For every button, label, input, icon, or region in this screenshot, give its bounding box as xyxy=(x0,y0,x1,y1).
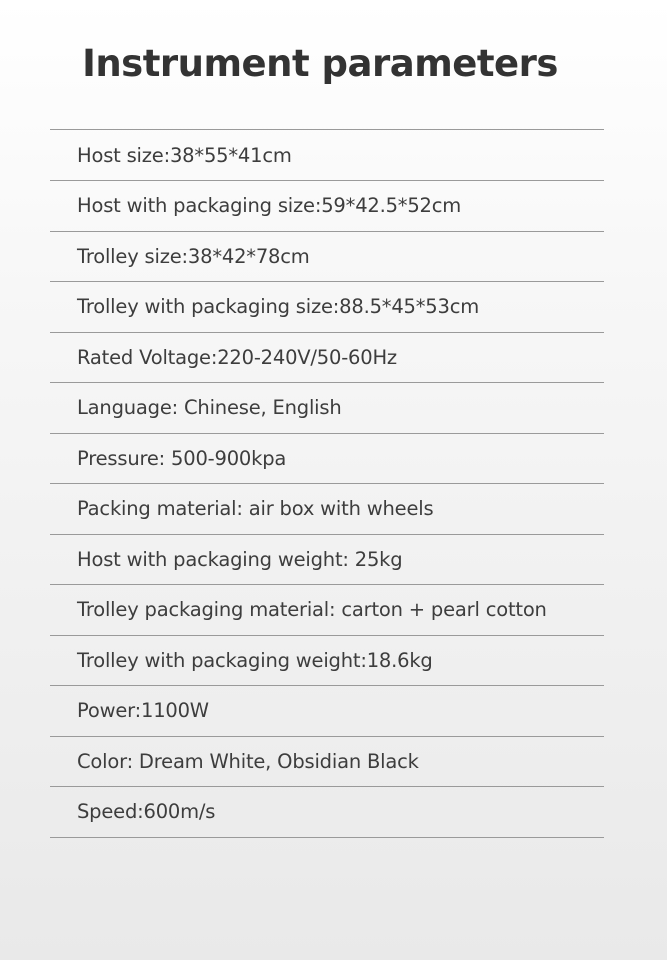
parameter-trolley-packaging-material: Trolley packaging material: carton + pearl cotton xyxy=(50,585,604,636)
parameter-power: Power:1100W xyxy=(50,686,604,737)
parameter-pressure: Pressure: 500-900kpa xyxy=(50,434,604,485)
parameter-trolley-size: Trolley size:38*42*78cm xyxy=(50,232,604,283)
parameter-host-size: Host size:38*55*41cm xyxy=(50,130,604,181)
parameter-language: Language: Chinese, English xyxy=(50,383,604,434)
parameter-host-packaging-size: Host with packaging size:59*42.5*52cm xyxy=(50,181,604,232)
parameter-list xyxy=(50,129,604,838)
parameter-host-packaging-weight: Host with packaging weight: 25kg xyxy=(50,535,604,586)
parameter-trolley-packaging-weight: Trolley with packaging weight:18.6kg xyxy=(50,636,604,687)
parameter-packing-material: Packing material: air box with wheels xyxy=(50,484,604,535)
page-title: Instrument parameters xyxy=(82,42,558,85)
parameter-speed: Speed:600m/s xyxy=(50,787,604,838)
parameter-color: Color: Dream White, Obsidian Black xyxy=(50,737,604,788)
parameter-rated-voltage: Rated Voltage:220-240V/50-60Hz xyxy=(50,333,604,384)
parameter-trolley-packaging-size: Trolley with packaging size:88.5*45*53cm xyxy=(50,282,604,333)
